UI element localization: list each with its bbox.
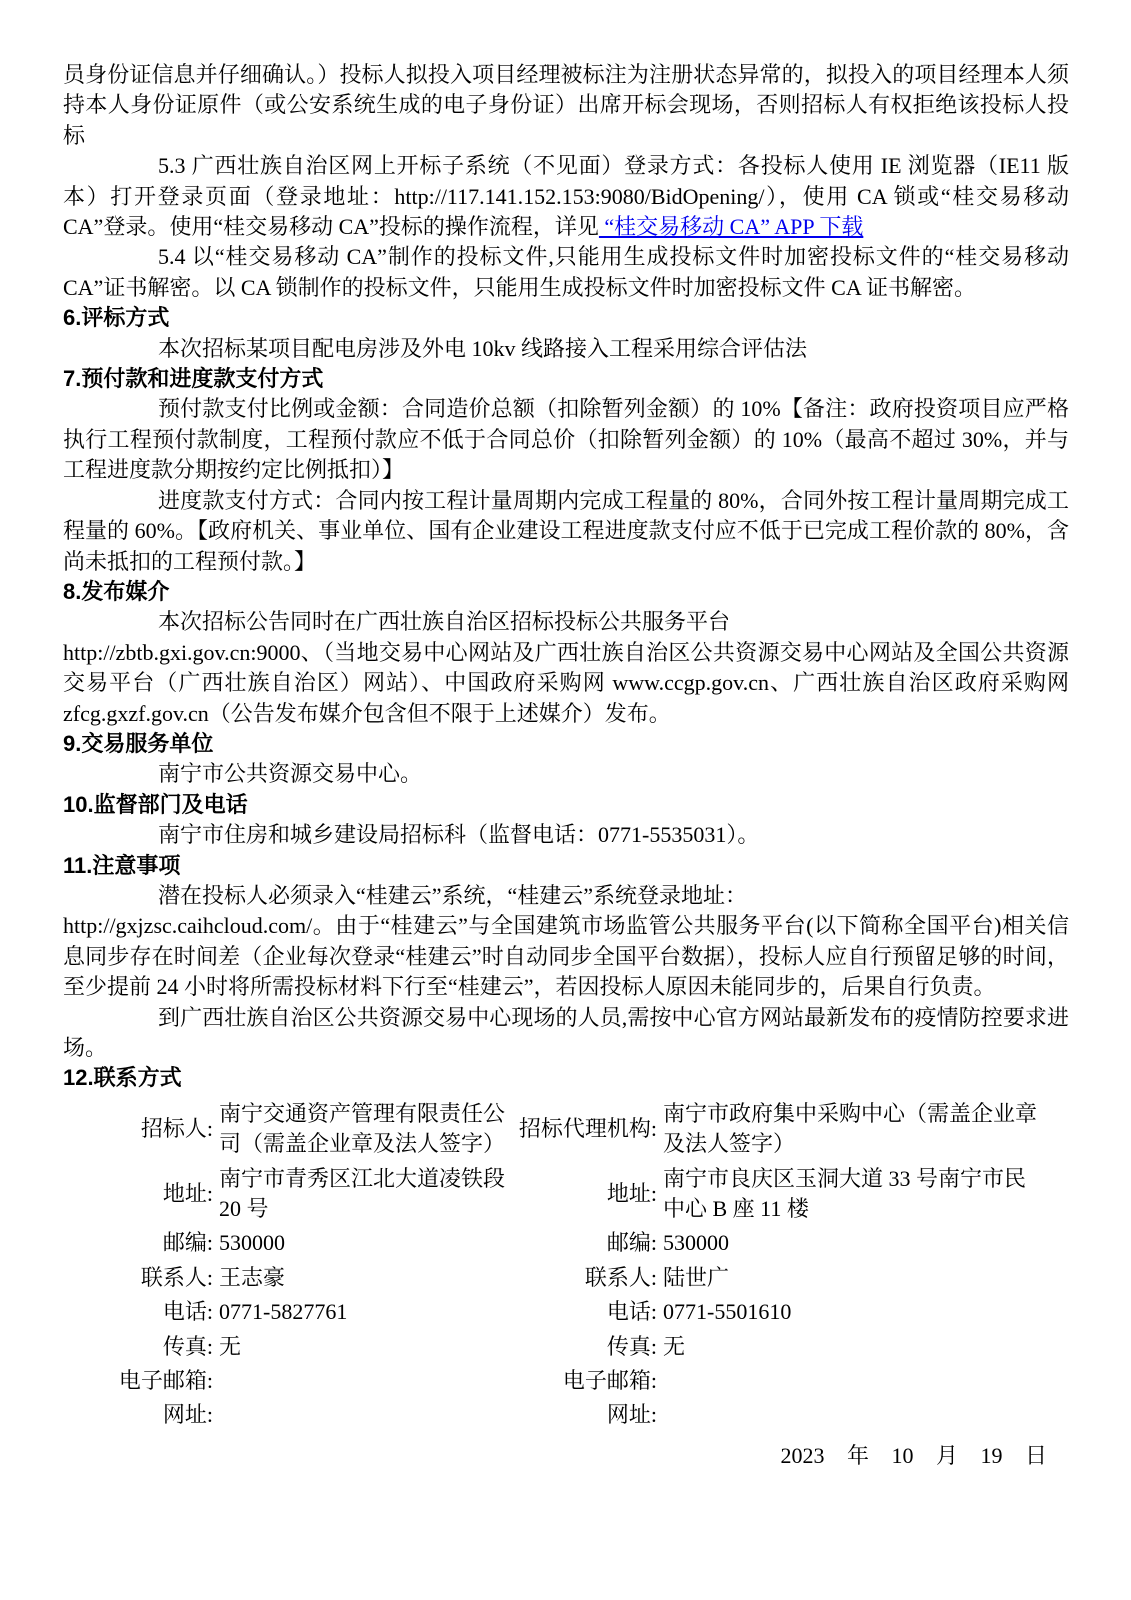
section-11-paragraph-epidemic: 到广西壮族自治区公共资源交易中心现场的人员,需按中心官方网站最新发布的疫情防控要求进场。 bbox=[63, 1004, 1069, 1060]
tenderer-contact-person-value: 王志豪 bbox=[219, 1264, 286, 1290]
section-11-heading: 11.注意事项 bbox=[63, 852, 181, 878]
agency-phone-value: 0771-5501610 bbox=[663, 1299, 792, 1325]
agency-postcode-label: 邮编: bbox=[606, 1230, 657, 1256]
tenderer-phone-value: 0771-5827761 bbox=[219, 1299, 348, 1325]
paragraph-clause-5-4: 5.4 以“桂交易移动 CA”制作的投标文件,只能用生成投标文件时加密投标文件的“桂交易移动 CA”证书解密。以 CA 锁制作的投标文件，只能用生成投标文件时加密投标文件 CA 证书解密。 bbox=[63, 244, 1069, 300]
section-9-paragraph: 南宁市公共资源交易中心。 bbox=[158, 761, 423, 787]
section-7-heading: 7.预付款和进度款支付方式 bbox=[63, 366, 324, 392]
agency-postcode-value: 530000 bbox=[663, 1230, 729, 1256]
tenderer-value: 南宁交通资产管理有限责任公司（需盖企业章及法人签字） bbox=[219, 1100, 506, 1157]
tenderer-postcode-label: 邮编: bbox=[162, 1230, 213, 1256]
section-11-paragraph-line1: 潜在投标人必须录入“桂建云”系统，“桂建云”系统登录地址： bbox=[158, 882, 748, 908]
tenderer-postcode-value: 530000 bbox=[219, 1230, 285, 1256]
tenderer-website-label: 网址: bbox=[162, 1402, 213, 1428]
agency-value: 南宁市政府集中采购中心（需盖企业章及法人签字） bbox=[663, 1100, 1038, 1157]
agency-fax-label: 传真: bbox=[606, 1333, 657, 1359]
tenderer-address-label: 地址: bbox=[162, 1180, 213, 1206]
tenderer-email-label: 电子邮箱: bbox=[118, 1368, 213, 1394]
clause-5-3-text: 5.3 广西壮族自治区网上开标子系统（不见面）登录方式：各投标人使用 IE 浏览器（IE11 版本）打开登录页面（登录地址：http://117.141.152.153:9080/BidOpening/），使用 CA 锁或“桂交易移动 CA”登录。使用“桂交易移动 CA”投标的操作流程，详见 bbox=[63, 153, 1069, 240]
section-11-paragraph-guijianyun: http://gxjzsc.caihcloud.com/。由于“桂建云”与全国建筑市场监管公共服务平台(以下简称全国平台)相关信息同步存在时间差（企业每次登录“桂建云”时自动同步全国平台数据），投标人应自行预留足够的时间，至少提前 24 小时将所需投标材料下行至“桂建云”，若因投标人原因未能同步的，后果自行负责。 bbox=[63, 913, 1069, 1000]
tenderer-contact-person-label: 联系人: bbox=[140, 1264, 213, 1290]
document-date: 2023 年 10 月 19 日 bbox=[780, 1442, 1047, 1468]
section-10-paragraph: 南宁市住房和城乡建设局招标科（监督电话：0771-5535031）。 bbox=[158, 822, 760, 848]
paragraph-clause-5-3 bbox=[63, 151, 1069, 242]
paragraph-intro: 员身份证信息并仔细确认。）投标人拟投入项目经理被标注为注册状态异常的，拟投入的项目经理本人须持本人身份证原件（或公安系统生成的电子身份证）出席开标会现场，否则招标人有权拒绝该投标人投标 bbox=[63, 62, 1069, 148]
agency-address-label: 地址: bbox=[606, 1180, 657, 1206]
tenderer-fax-label: 传真: bbox=[162, 1333, 213, 1359]
agency-contact-person-label: 联系人: bbox=[584, 1264, 657, 1290]
section-6-paragraph: 本次招标某项目配电房涉及外电 10kv 线路接入工程采用综合评估法 bbox=[158, 335, 808, 361]
agency-email-value bbox=[657, 1379, 1045, 1383]
contact-table bbox=[63, 1097, 1069, 1433]
section-7-paragraph-progress-payment: 进度款支付方式：合同内按工程计量周期内完成工程量的 80%，合同外按工程计量周期完成工程量的 60%。【政府机关、事业单位、国有企业建设工程进度款支付应不低于已完成工程价款的 80%，含尚未抵扣的工程预付款。】 bbox=[63, 487, 1069, 574]
tenderer-email-value bbox=[213, 1379, 515, 1383]
section-8-paragraph-media-list: http://zbtb.gxi.gov.cn:9000、（当地交易中心网站及广西壮族自治区公共资源交易中心网站及全国公共资源交易平台（广西壮族自治区）网站）、中国政府采购网 www.ccgp.gov.cn、广西壮族自治区政府采购网 zfcg.gxzf.gov.cn（公告发布媒介包含但不限于上述媒介）发布。 bbox=[63, 639, 1069, 726]
tenderer-fax-value: 无 bbox=[219, 1333, 242, 1359]
agency-phone-label: 电话: bbox=[606, 1299, 657, 1325]
section-8-paragraph-line1: 本次招标公告同时在广西壮族自治区招标投标公共服务平台 bbox=[158, 609, 731, 635]
section-6-heading: 6.评标方式 bbox=[63, 305, 170, 331]
agency-website-label: 网址: bbox=[606, 1402, 657, 1428]
section-10-heading: 10.监督部门及电话 bbox=[63, 791, 248, 817]
agency-website-value bbox=[657, 1414, 1045, 1418]
section-9-heading: 9.交易服务单位 bbox=[63, 730, 214, 756]
section-12-heading: 12.联系方式 bbox=[63, 1065, 182, 1091]
tenderer-website-value bbox=[213, 1414, 515, 1418]
section-7-paragraph-advance-payment: 预付款支付比例或金额：合同造价总额（扣除暂列金额）的 10%【备注：政府投资项目应严格执行工程预付款制度，工程预付款应不低于合同总价（扣除暂列金额）的 10%（最高不超过 30%，并与工程进度款分期按约定比例抵扣）】 bbox=[63, 396, 1069, 483]
section-8-heading: 8.发布媒介 bbox=[63, 578, 170, 604]
tenderer-phone-label: 电话: bbox=[162, 1299, 213, 1325]
mobile-ca-app-download-link[interactable]: “桂交易移动 CA” APP 下载 bbox=[598, 214, 864, 240]
tenderer-address-value: 南宁市青秀区江北大道凌铁段 20 号 bbox=[219, 1165, 506, 1222]
agency-fax-value: 无 bbox=[663, 1333, 686, 1359]
tenderer-label: 招标人: bbox=[140, 1116, 213, 1142]
agency-label: 招标代理机构: bbox=[518, 1116, 657, 1142]
agency-address-value: 南宁市良庆区玉洞大道 33 号南宁市民中心 B 座 11 楼 bbox=[663, 1165, 1027, 1222]
agency-contact-person-value: 陆世广 bbox=[663, 1264, 730, 1290]
agency-email-label: 电子邮箱: bbox=[562, 1368, 657, 1394]
